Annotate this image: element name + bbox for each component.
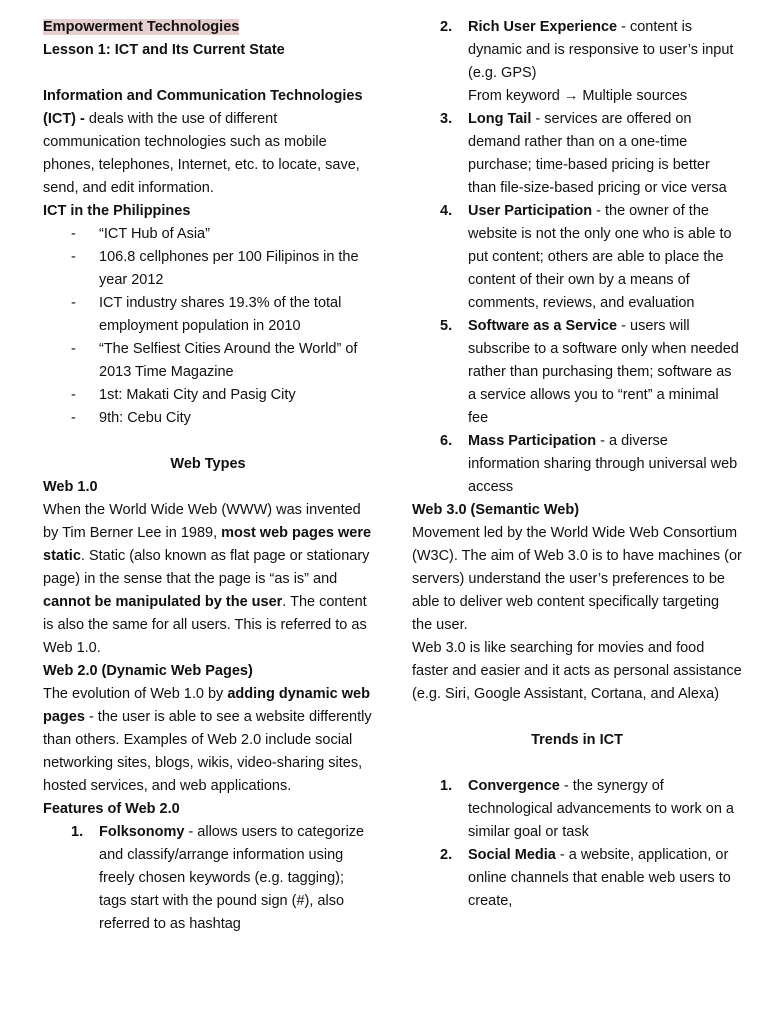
web3-paragraph-1: Movement led by the World Wide Web Consortium (W3C). The aim of Web 3.0 is to have machines (or servers) understand the user’s preferences to be able to deliver web content specifically targeting the user.	[412, 525, 742, 633]
dash-marker: -	[71, 295, 76, 311]
trend-number: 2.	[440, 847, 453, 863]
list-item	[43, 292, 373, 338]
list-item	[43, 338, 373, 384]
feature-number: 4.	[440, 203, 453, 219]
dash-marker: -	[71, 410, 76, 426]
dash-marker: -	[71, 226, 76, 242]
web2-text-2: - the user is able to see a website differently than others. Examples of Web 2.0 include social networking sites, blogs, wikis, video-sharing sites, hosted services, and web applications.	[43, 709, 372, 794]
feature-number: 5.	[440, 318, 453, 334]
right-column	[412, 16, 742, 913]
feature-item	[43, 821, 373, 936]
web1-heading: Web 1.0	[43, 479, 98, 495]
feature-item	[412, 315, 742, 430]
title-highlight: Empowerment Technologies	[43, 19, 240, 35]
list-item-text: 1st: Makati City and Pasig City	[99, 387, 296, 403]
list-item	[43, 246, 373, 292]
feature-text: - services are offered on demand rather than on a one-time purchase; time-based pricing is better than file-size-based pricing or vice versa	[468, 111, 727, 196]
web1-text-1: When the World Wide Web (WWW) was invented by Tim Berner Lee in 1989,	[43, 502, 361, 541]
trend-text: - the synergy of technological advancements to work on a similar goal or task	[468, 778, 734, 840]
dash-marker: -	[71, 341, 76, 357]
feature-text: - the owner of the website is not the only one who is able to put content; others are able to place the content of their own by a means of comments, reviews, and evaluation	[468, 203, 732, 311]
trend-text: - a website, application, or online channels that enable web users to create,	[468, 847, 731, 909]
dash-marker: -	[71, 387, 76, 403]
web2-heading: Web 2.0 (Dynamic Web Pages)	[43, 663, 253, 679]
spacer	[43, 62, 373, 85]
feature-item	[412, 200, 742, 315]
feature-item	[412, 16, 742, 108]
feature-term: Software as a Service	[468, 318, 618, 334]
trend-term: Social Media	[468, 847, 556, 863]
philippines-heading: ICT in the Philippines	[43, 203, 191, 219]
feature-number: 1.	[71, 824, 84, 840]
lesson-title: Lesson 1: ICT and Its Current State	[43, 42, 285, 58]
web1-text-3: . The content is also the same for all users. This is referred to as Web 1.0.	[43, 594, 367, 656]
list-item-text: “The Selfiest Cities Around the World” of 2013 Time Magazine	[99, 341, 358, 380]
feature-item	[412, 108, 742, 200]
dash-marker: -	[71, 249, 76, 265]
feature-term: Long Tail	[468, 111, 532, 127]
document-title	[43, 16, 373, 39]
trend-number: 1.	[440, 778, 453, 794]
list-item-text: 106.8 cellphones per 100 Filipinos in the year 2012	[99, 249, 359, 288]
spacer	[412, 752, 742, 775]
feature-text: - users will subscribe to a software only when needed rather than purchasing them; software as a service allows you to “rent” a minimal fee	[468, 318, 739, 426]
spacer	[43, 430, 373, 453]
feature-number: 6.	[440, 433, 453, 449]
web2-paragraph	[43, 683, 373, 798]
ict-definition	[43, 85, 373, 200]
features-heading: Features of Web 2.0	[43, 801, 180, 817]
web-types-heading: Web Types	[170, 456, 246, 472]
list-item	[43, 223, 373, 246]
web3-paragraph-2: Web 3.0 is like searching for movies and food faster and easier and it acts as personal assistance (e.g. Siri, Google Assistant, Cortana, and Alexa)	[412, 640, 742, 702]
feature-number: 2.	[440, 19, 453, 35]
spacer	[412, 706, 742, 729]
trend-item	[412, 844, 742, 913]
web2-text-1: The evolution of Web 1.0 by	[43, 686, 228, 702]
feature-term: Rich User Experience	[468, 19, 618, 35]
feature-term: User Participation	[468, 203, 593, 219]
web1-text-2: . Static (also known as flat page or stationary page) in the sense that the page is “as is” and	[43, 548, 370, 587]
web3-heading: Web 3.0 (Semantic Web)	[412, 502, 580, 518]
feature-text: - allows users to categorize and classify/arrange information using freely chosen keywords (e.g. tagging); tags start with the pound sign (#), also referred to as hashtag	[99, 824, 365, 932]
ict-term: Information and Communication Technologies (ICT) -	[43, 88, 363, 127]
list-item-text: 9th: Cebu City	[99, 410, 191, 426]
feature-term: Folksonomy	[99, 824, 185, 840]
list-item-text: “ICT Hub of Asia”	[99, 226, 210, 242]
feature-term: Mass Participation	[468, 433, 597, 449]
list-item-text: ICT industry shares 19.3% of the total employment population in 2010	[99, 295, 342, 334]
philippines-list	[43, 223, 373, 430]
feature-item	[412, 430, 742, 499]
list-item	[43, 384, 373, 407]
web1-bold-2: cannot be manipulated by the user	[43, 594, 283, 610]
feature-text: - content is dynamic and is responsive to user’s input (e.g. GPS)	[468, 19, 734, 81]
left-column	[43, 16, 373, 936]
list-item	[43, 407, 373, 430]
ict-text: deals with the use of different communication technologies such as mobile phones, telephones, Internet, etc. to locate, save, send, and edit information.	[43, 111, 360, 196]
feature-text: - a diverse information sharing through universal web access	[468, 433, 738, 495]
web2-bold-1: adding dynamic web pages	[43, 686, 370, 725]
web1-bold-1: most web pages were static	[43, 525, 372, 564]
feature-extra: From keyword → Multiple sources	[468, 88, 688, 104]
feature-number: 3.	[440, 111, 453, 127]
trend-item	[412, 775, 742, 844]
trends-heading: Trends in ICT	[531, 732, 623, 748]
web1-paragraph	[43, 499, 373, 660]
trend-term: Convergence	[468, 778, 560, 794]
